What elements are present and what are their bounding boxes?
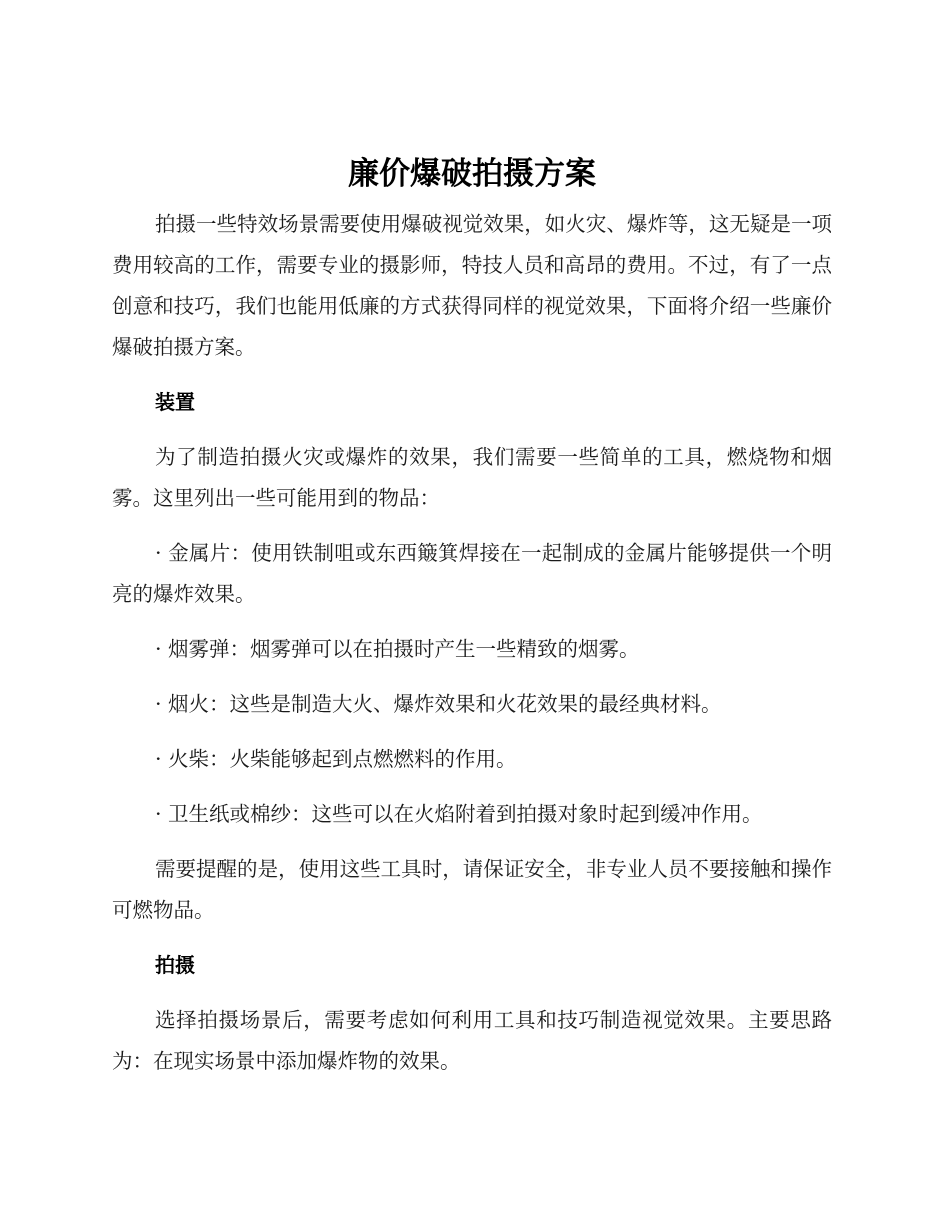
intro-paragraph: 拍摄一些特效场景需要使用爆破视觉效果，如火灾、爆炸等，这无疑是一项费用较高的工作，需要专业的摄影师，特技人员和高昂的费用。不过，有了一点创意和技巧，我们也能用低廉的方式获得同样的视觉效果，下面将介绍一些廉价爆破拍摄方案。 xyxy=(112,212,832,359)
document-title: 廉价爆破拍摄方案 xyxy=(348,156,596,192)
list-item-text: 烟雾弹：烟雾弹可以在拍摄时产生一些精致的烟雾。 xyxy=(168,637,640,661)
shooting-paragraph: 选择拍摄场景后，需要考虑如何利用工具和技巧制造视觉效果。主要思路为：在现实场景中添加爆炸物的效果。 xyxy=(112,1008,832,1073)
list-item xyxy=(112,629,832,670)
bullet-icon: · xyxy=(155,541,162,565)
list-item xyxy=(112,533,832,615)
section-heading-equipment: 装置 xyxy=(155,390,195,414)
bullet-icon: · xyxy=(155,747,162,771)
list-item-text: 卫生纸或棉纱：这些可以在火焰附着到拍摄对象时起到缓冲作用。 xyxy=(168,802,763,826)
bullet-icon: · xyxy=(155,692,162,716)
list-item xyxy=(112,739,832,780)
safety-note-paragraph: 需要提醒的是，使用这些工具时，请保证安全，非专业人员不要接触和操作可燃物品。 xyxy=(112,857,832,922)
list-item-text: 烟火：这些是制造大火、爆炸效果和火花效果的最经典材料。 xyxy=(168,692,722,716)
equipment-list xyxy=(112,533,832,835)
section-heading-shooting: 拍摄 xyxy=(155,953,195,977)
list-item xyxy=(112,794,832,835)
list-item xyxy=(112,684,832,725)
bullet-icon: · xyxy=(155,637,162,661)
list-item-text: 金属片：使用铁制咀或东西簸箕焊接在一起制成的金属片能够提供一个明亮的爆炸效果。 xyxy=(112,541,832,606)
bullet-icon: · xyxy=(155,802,162,826)
equipment-lead-paragraph: 为了制造拍摄火灾或爆炸的效果，我们需要一些简单的工具，燃烧物和烟雾。这里列出一些可能用到的物品： xyxy=(112,445,832,510)
list-item-text: 火柴：火柴能够起到点燃燃料的作用。 xyxy=(168,747,517,771)
document-body xyxy=(112,150,832,1082)
